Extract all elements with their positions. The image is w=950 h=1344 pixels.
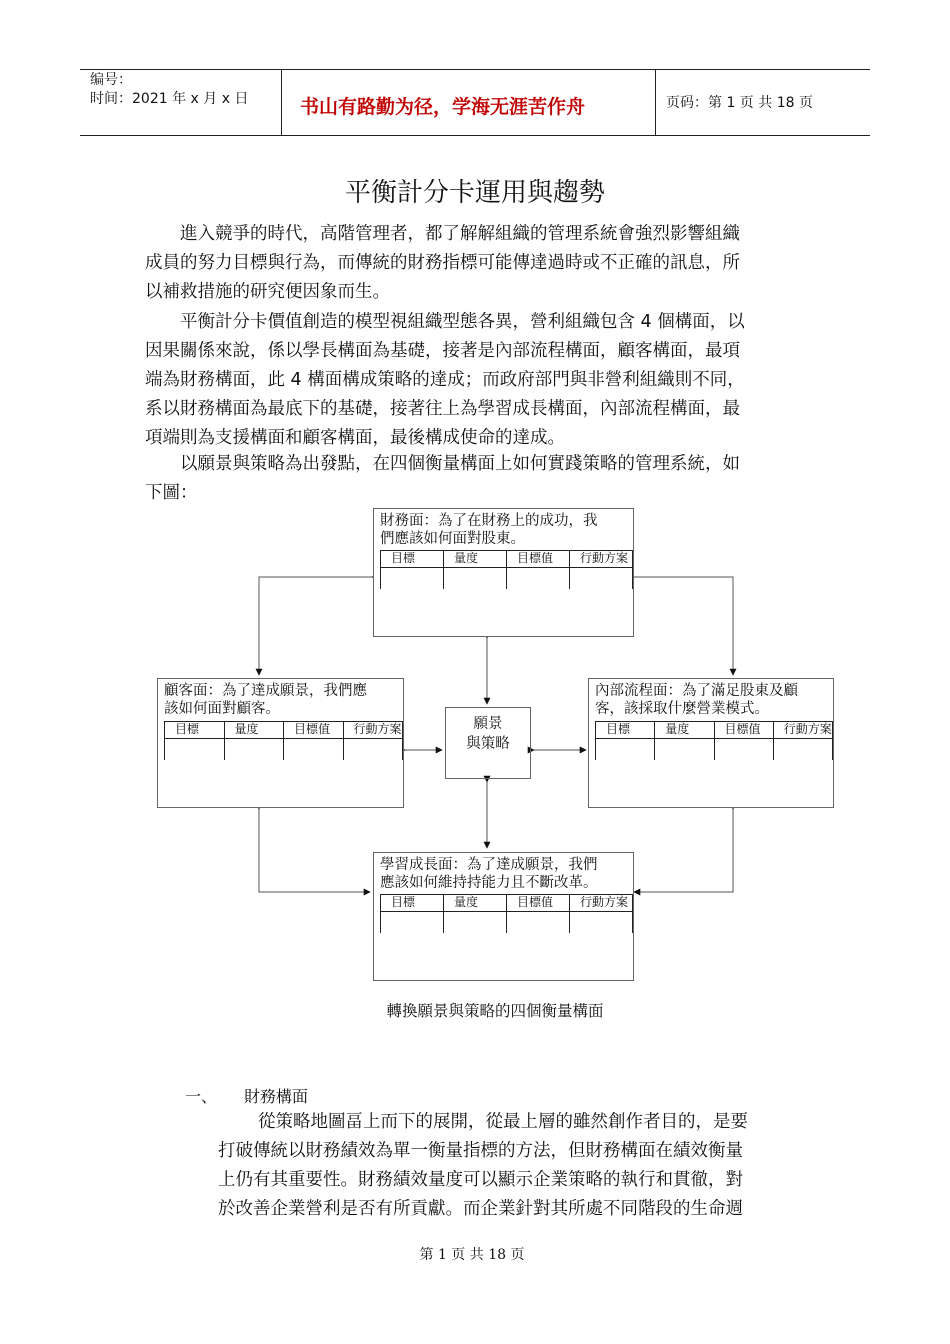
measure-body-rules <box>595 738 833 760</box>
measure-header-row <box>380 550 633 568</box>
center-text-line: 願景 <box>473 716 503 732</box>
col-header-initiative: 行動方案 <box>773 722 833 738</box>
box-text-line: 內部流程面：為了滿足股東及顧 <box>595 683 798 699</box>
col-header-target: 目標值 <box>506 895 569 911</box>
figure-caption: 轉換願景與策略的四個衡量構面 <box>386 1002 604 1020</box>
box-text-line: 財務面：為了在財務上的成功，我 <box>380 513 598 529</box>
text-line: 於改善企業營利是否有所貢獻。而企業針對其所處不同階段的生命週 <box>218 1199 743 1219</box>
arrow-customer-learning <box>259 809 370 892</box>
text-line: 因果關係來說，係以學長構面為基礎，接著是內部流程構面，顧客構面，最項 <box>145 341 740 361</box>
box-text-line: 們應該如何面對股東。 <box>380 531 525 547</box>
center-text-line: 與策略 <box>466 736 510 752</box>
col-header-target: 目標值 <box>506 551 569 567</box>
col-header-initiative: 行動方案 <box>569 551 633 567</box>
text-line: 以補救措施的研究便因象而生。 <box>145 282 390 302</box>
text-line: 進入競爭的時代，高階管理者，都了解解組織的管理系統會強烈影響組織 <box>180 224 740 244</box>
measure-header-row <box>595 721 833 739</box>
section-paragraph <box>218 1108 818 1224</box>
arrow-financial-process <box>634 577 733 675</box>
header-motto: 书山有路勤为径，学海无涯苦作舟 <box>300 96 586 118</box>
col-header-measure: 量度 <box>443 551 506 567</box>
section-number: 一、 <box>185 1087 218 1106</box>
document-title: 平衡計分卡運用與趨勢 <box>344 178 605 208</box>
vision-strategy-box <box>445 707 531 779</box>
text-line: 系以財務構面為最底下的基礎，接著往上為學習成長構面，內部流程構面，最 <box>145 399 740 419</box>
col-header-measure: 量度 <box>224 722 284 738</box>
measure-body-rules <box>164 738 403 760</box>
text-line: 上仍有其重要性。財務績效量度可以顯示企業策略的執行和貫徹，對 <box>218 1170 743 1190</box>
col-header-objective: 目標 <box>380 551 443 567</box>
page-footer: 第 1 页 共 18 页 <box>419 1247 525 1263</box>
box-text-line: 該如何面對顧客。 <box>164 701 280 717</box>
text-line: 下圖： <box>145 483 198 503</box>
measure-body-rules <box>380 567 633 589</box>
text-line: 打破傳統以財務績效為單一衡量指標的方法，但財務構面在績效衡量 <box>218 1141 743 1161</box>
text-line: 以願景與策略為出發點，在四個衡量構面上如何實踐策略的管理系統，如 <box>180 454 740 474</box>
col-header-target: 目標值 <box>283 722 343 738</box>
measure-header-row <box>164 721 403 739</box>
text-line: 端為財務構面，此 4 構面構成策略的達成；而政府部門與非營利組織則不同， <box>145 370 745 390</box>
box-text-line: 顧客面：為了達成願景，我們應 <box>164 683 367 699</box>
measure-body-rules <box>380 911 633 933</box>
col-header-objective: 目標 <box>380 895 443 911</box>
text-line: 平衡計分卡價值創造的模型視組織型態各異，營利組織包含 4 個構面，以 <box>180 312 745 332</box>
section-title: 財務構面 <box>244 1087 309 1106</box>
measure-header-row <box>380 894 633 912</box>
box-text-line: 應該如何維持持能力且不斷改革。 <box>380 875 598 891</box>
doc-number-label: 编号： <box>90 72 132 88</box>
box-text-line: 客，該採取什麼營業模式。 <box>595 701 769 717</box>
col-header-measure: 量度 <box>443 895 506 911</box>
arrow-process-learning <box>634 809 733 892</box>
learning-growth-perspective-box <box>373 852 634 981</box>
col-header-initiative: 行動方案 <box>343 722 404 738</box>
col-header-objective: 目標 <box>164 722 224 738</box>
col-header-measure: 量度 <box>654 722 713 738</box>
col-header-objective: 目標 <box>595 722 654 738</box>
text-line: 項端則為支援構面和顧客構面，最後構成使命的達成。 <box>145 428 565 448</box>
internal-process-perspective-box <box>588 678 834 808</box>
box-text-line: 學習成長面：為了達成願景，我們 <box>380 857 598 873</box>
doc-date-label: 时间：2021 年 x 月 x 日 <box>90 91 249 107</box>
col-header-initiative: 行動方案 <box>569 895 633 911</box>
text-line: 成員的努力目標與行為，而傳統的財務指標可能傳達過時或不正確的訊息，所 <box>145 253 740 273</box>
col-header-target: 目標值 <box>714 722 773 738</box>
text-line: 從策略地圖畐上而下的展開，從最上層的雖然創作者目的，是要 <box>258 1112 748 1132</box>
arrow-financial-customer <box>259 577 372 675</box>
financial-perspective-box <box>373 508 634 637</box>
customer-perspective-box <box>157 678 404 808</box>
page-code: 页码：第 1 页 共 18 页 <box>666 95 813 111</box>
